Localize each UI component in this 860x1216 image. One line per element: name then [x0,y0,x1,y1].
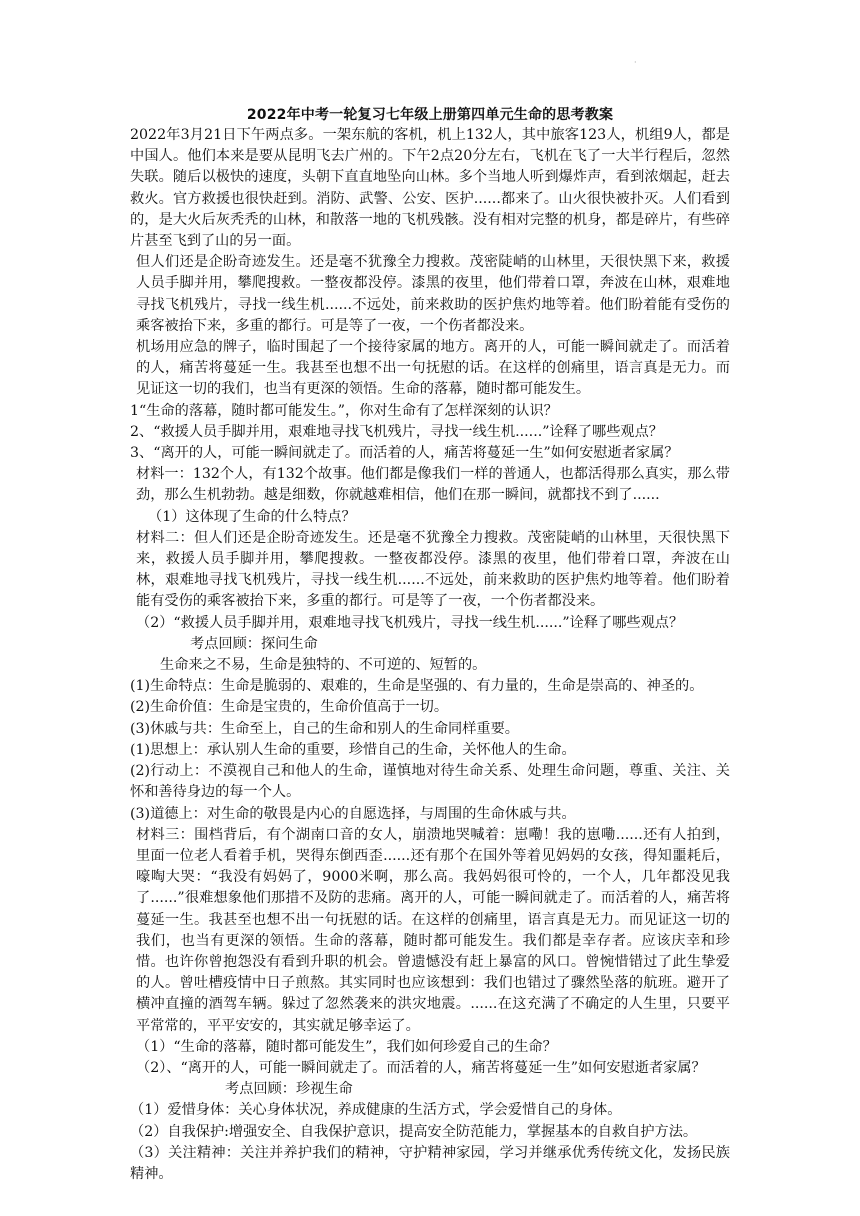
paragraph: （2）“救援人员手脚并用，艰难地寻找飞机残片，寻找一线生机......”诠释了哪些观点？ [136,614,684,631]
paragraph: 考点回顾：珍视生命 [225,1081,353,1098]
paragraph: 生命来之不易，生命是独特的、不可逆的、短暂的。 [160,657,487,674]
paragraph: （1）爱惜身体：关心身体状况，养成健康的生活方式，学会爱惜自己的身体。 [130,1102,622,1119]
paragraph: 2022年3月21日下午两点多。一架东航的客机，机上132人，其中旅客123人，机组9人，都是中国人。他们本来是要从昆明飞去广州的。下午2点20分左右，飞机在飞了一大半行程后，忽然失联。随后以极快的速度，头朝下直直地坠向山林。多个当地人听到爆炸声，看到浓烟起，赶去救火。官方救援也很快赶到。消防、武警、公安、医护......都来了。山火很快被扑灭。人们看到的，是大火后灰秃秃的山林，和散落一地的飞机残骸。没有相对完整的机身，都是碎片，有些碎片甚至飞到了山的另一面。 [130,127,730,250]
document-title: 2022年中考一轮复习七年级上册第四单元生命的思考教案 [246,107,614,123]
paragraph: 考点回顾：探问生命 [190,635,318,652]
paragraph: 但人们还是企盼奇迹发生。还是毫不犹豫全力搜救。茂密陡峭的山林里，天很快黑下来，救援人员手脚并用，攀爬搜救。一整夜都没停。漆黑的夜里，他们带着口罩，奔波在山林，艰难地寻找飞机残片，寻找一线生机......不远处，前来救助的医护焦灼地等着。他们盼着能有受伤的乘客被抬下来，多重的都行。可是等了一夜，一个伤者都没来。 [136,254,730,334]
paragraph: （1）“生命的落幕，随时都可能发生”，我们如何珍爱自己的生命？ [136,1038,557,1055]
paragraph: 2、“救援人员手脚并用，艰难地寻找飞机残片，寻找一线生机......”诠释了哪些观点？ [130,423,663,440]
paragraph: 材料一：132个人，有132个故事。他们都是像我们一样的普通人，也都活得那么真实，那么带劲，那么生机勃勃。越是细数，你就越难相信，他们在那一瞬间，就都找不到了...... [136,466,730,504]
paragraph: (3)道德上：对生命的敬畏是内心的自愿选择，与周围的生命休戚与共。 [130,805,576,822]
paragraph: 3、“离开的人，可能一瞬间就走了。而活着的人，痛苦将蔓延一生”如何安慰逝者家属？ [130,445,679,462]
paragraph: (3)休戚与共：生命至上，自己的生命和别人的生命同样重要。 [130,720,519,737]
paragraph: (2)生命价值：生命是宝贵的，生命价值高于一切。 [130,699,449,716]
paragraph: 材料三：围档背后，有个湖南口音的女人，崩溃地哭喊着：崽嘞！我的崽嘞......还有人拍到，里面一位老人看着手机，哭得东倒西歪......还有那个在国外等着见妈妈的女孩，得知噩耗后，嚎啕大哭：“我没有妈妈了，9000米啊，那么高。我妈妈很可怜的，一个人，几年都没见我了......”很难想象他们那措不及防的悲痛。离开的人，可能一瞬间就走了。而活着的人，痛苦将蔓延一生。我甚至也想不出一句抚慰的话。在这样的创痛里，语言真是无力。而见证这一切的我们，也当有更深的领悟。生命的落幕，随时都可能发生。我们都是幸存者。应该庆幸和珍惜。也许你曾抱怨没有看到升职的机会。曾遗憾没有赶上暴富的风口。曾惋惜错过了此生挚爱的人。曾吐槽疫情中日子煎熬。其实同时也应该想到：我们也错过了骤然坠落的航班。避开了横冲直撞的酒驾车辆。躲过了忽然袭来的洪灾地震。......在这充满了不确定的人生里，只要平平常常的，平平安安的，其实就足够幸运了。 [136,826,730,1034]
paragraph: （2）自我保护:增强安全、自我保护意识，提高安全防范能力，掌握基本的自救自护方法。 [130,1123,698,1140]
paragraph: （3）关注精神：关注并养护我们的精神，守护精神家园，学习并继承优秀传统文化，发扬民族精神。 [130,1144,730,1182]
page-mark: · [634,58,637,67]
paragraph: (2)行动上：不漠视自己和他人的生命，谨慎地对待生命关系、处理生命问题，尊重、关注、关怀和善待身边的每一个人。 [130,763,730,801]
paragraph: （2）、“离开的人，可能一瞬间就走了。而活着的人，痛苦将蔓延一生”如何安慰逝者家属？ [136,1059,706,1076]
paragraph: (1)思想上：承认别人生命的重要，珍惜自己的生命，关怀他人的生命。 [130,741,576,758]
document-body [130,125,730,1185]
paragraph: 1“生命的落幕，随时都可能发生。”，你对生命有了怎样深刻的认识？ [130,402,558,419]
paragraph: 机场用应急的牌子，临时围起了一个接待家属的地方。离开的人，可能一瞬间就走了。而活着的人，痛苦将蔓延一生。我甚至也想不出一句抚慰的话。在这样的创痛里，语言真是无力。而见证这一切的我们，也当有更深的领悟。生命的落幕，随时都可能发生。 [136,339,730,398]
paragraph: （1）这体现了生命的什么特点？ [148,508,356,525]
paragraph: 材料二：但人们还是企盼奇迹发生。还是毫不犹豫全力搜救。茂密陡峭的山林里，天很快黑下来，救援人员手脚并用，攀爬搜救。一整夜都没停。漆黑的夜里，他们带着口罩，奔波在山林，艰难地寻找飞机残片，寻找一线生机......不远处，前来救助的医护焦灼地等着。他们盼着能有受伤的乘客被抬下来，多重的都行。可是等了一夜，一个伤者都没来。 [136,529,730,610]
paragraph: (1)生命特点：生命是脆弱的、艰难的，生命是坚强的、有力量的，生命是崇高的、神圣的。 [130,678,704,695]
